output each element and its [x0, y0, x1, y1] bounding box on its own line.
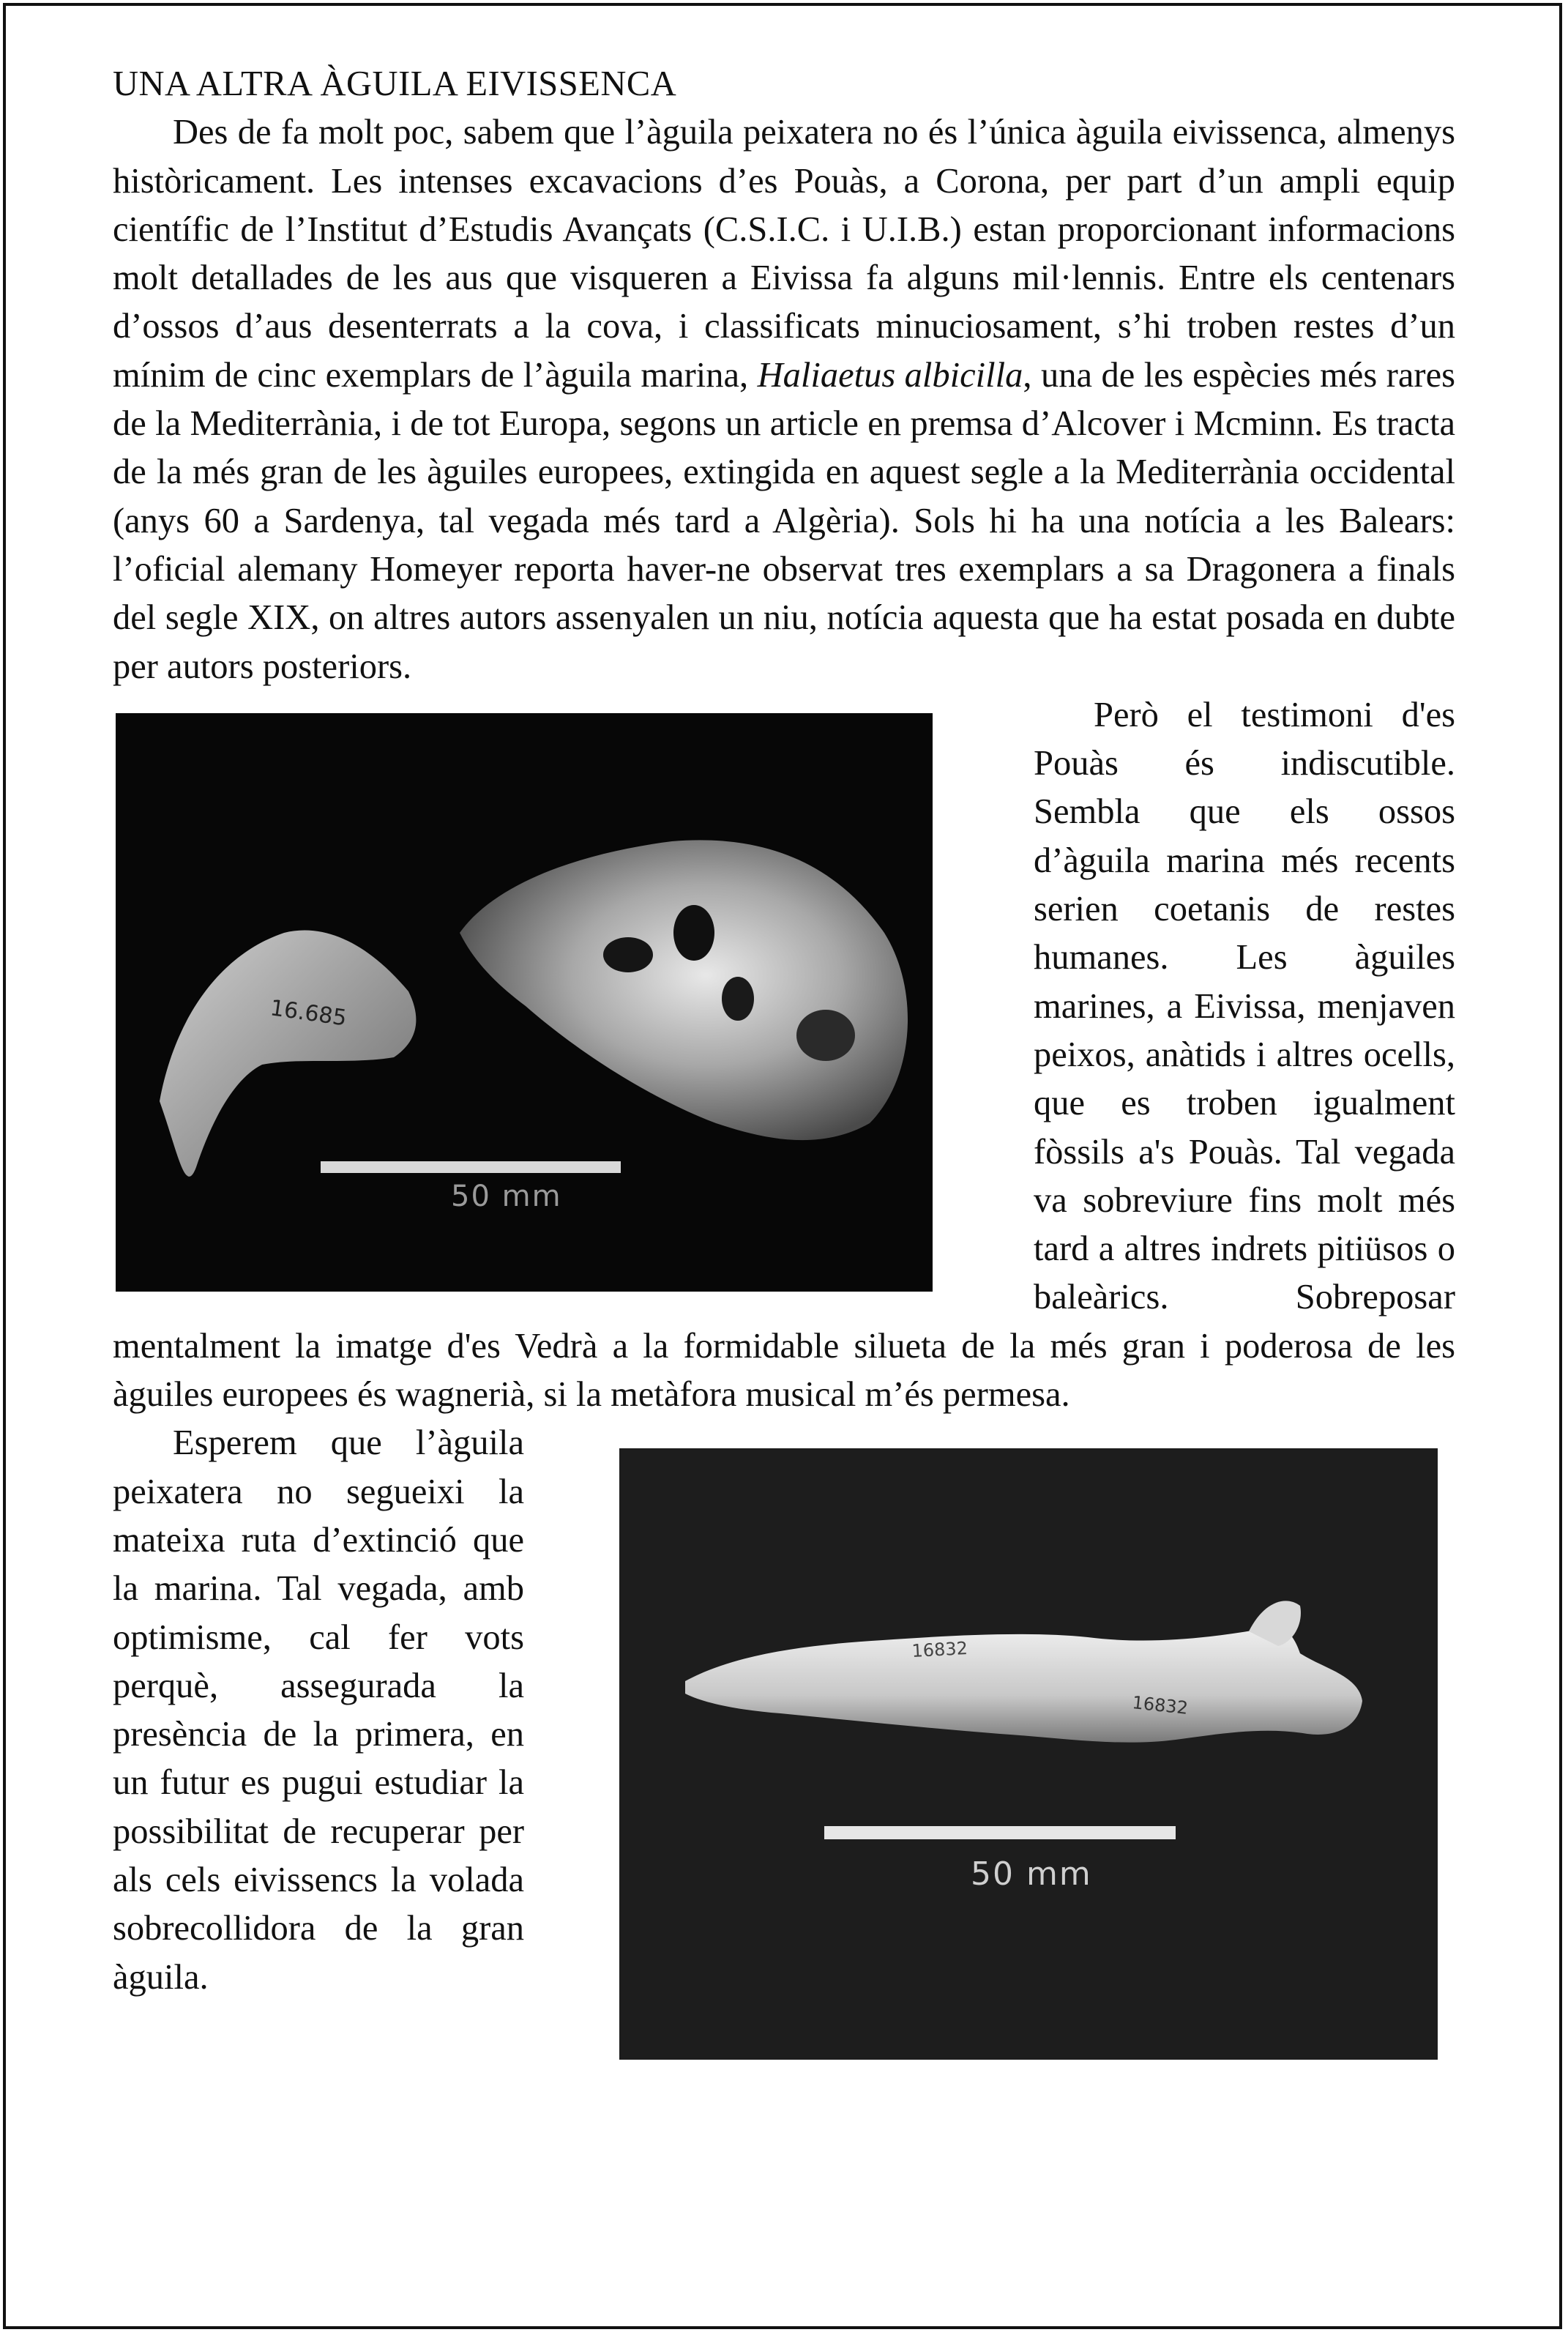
bone-label-2: 16832 — [1131, 1692, 1190, 1719]
specimen-label: 16.685 — [268, 995, 348, 1032]
paragraph-1-text-b: , una de les espècies més rares de la Mediterrània, i de tot Europa, segons un article en premsa d’Alcover i Mcminn. Es tracta de la més gran de les àguiles europees, extingida en aquest segle a la Mediterrània occidental (anys 60 a Sardenya, tal vegada més tard a Algèria). Sols hi ha una notícia a les Balears: l’oficial alemany Homeyer reporta haver-ne observat tres exemplars a sa Dragonera a finals del segle XIX, on altres autors assenyalen un niu, notícia aquesta que ha estat posada en dubte per autors posteriors. — [113, 355, 1455, 686]
scale-bar — [824, 1826, 1176, 1839]
article-title: UNA ALTRA ÀGUILA EIVISSENCA — [113, 64, 677, 103]
eagle-skull-photo — [116, 713, 933, 1292]
paragraph-1-text-a: Des de fa molt poc, sabem que l’àguila peixatera no és l’única àguila eivissenca, almenys històricament. Les intenses excavacions d’es Pouàs, a Corona, per part d’un ampli equip científic de l’Institut d’Estudis Avançats (C.S.I.C. i U.I.B.) estan proporcionant informacions molt detallades de les aus que visqueren a Eivissa fa alguns mil·lennis. Entre els centenars d’ossos d’aus desenterrats a la cova, i classificats minuciosament, s’hi troben restes d’un mínim de cinc exemplars de l’àguila marina, — [113, 113, 1455, 395]
article — [113, 60, 1455, 2060]
species-name: Haliaetus albicilla — [757, 355, 1023, 395]
paragraph-1 — [113, 108, 1455, 691]
scale-label: 50 mm — [971, 1855, 1092, 1893]
scale-bar — [321, 1161, 621, 1173]
paragraph-2-text: Però el testimoni d'es Pouàs és indiscutible. Sembla que els ossos d’àguila marina més recents serien coetanis de restes humanes. Les àguiles marines, a Eivissa, menjaven peixos, anàtids i altres ocells, que es troben igualment fòssils a's Pouàs. Tal vegada va sobreviure fins molt més tard a altres indrets pitiüsos o baleàrics. Sobreposar mentalment la imatge d'es Vedrà a la formidable silueta de la més gran i poderosa de les àguiles europees és wagnerià, si la metàfora musical m’és permesa. — [113, 695, 1455, 1415]
scale-label: 50 mm — [451, 1179, 562, 1213]
bone-label-1: 16832 — [911, 1638, 968, 1662]
eagle-bone-photo — [619, 1448, 1438, 2060]
paragraph-3-text: Esperem que l’àguila peixatera no segueixi la mateixa ruta d’extinció que la marina. Tal vegada, amb optimisme, cal fer vots perquè, assegurada la presència de la primera, en un futur es pugui estudiar la possibilitat de recuperar per als cels eivissencs la volada sobrecollidora de la gran àguila. — [113, 1423, 524, 1997]
bone-photo-drawing — [619, 1448, 1438, 2060]
